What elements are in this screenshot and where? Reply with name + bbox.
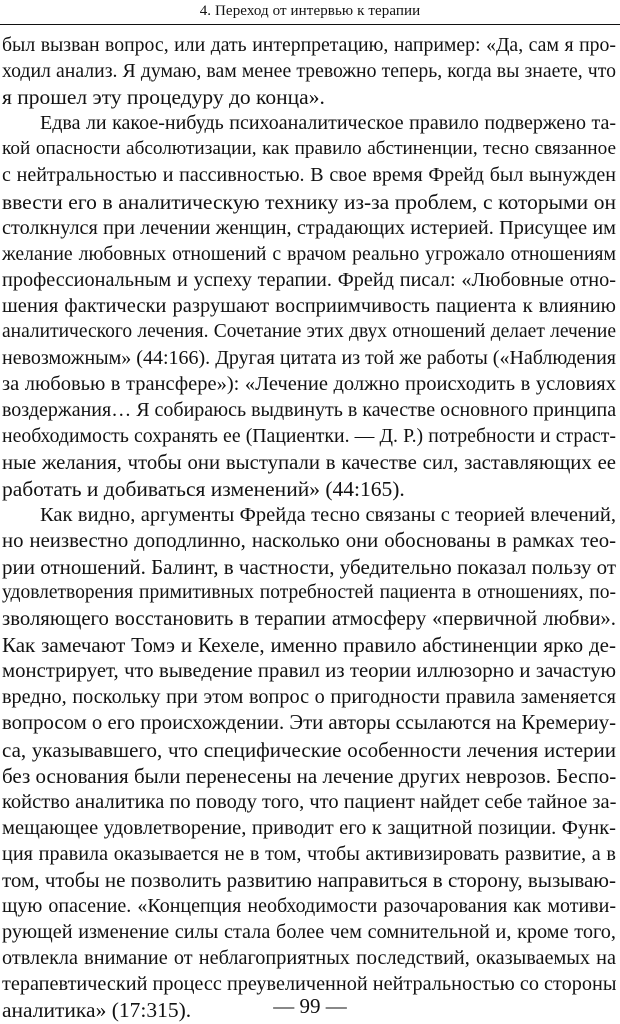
text-line: воздержания… Я собираюсь выдвинуть в качестве основного принципа xyxy=(2,399,617,422)
header-rule xyxy=(0,24,620,25)
text-line: ные желания, чтобы они выступали в качестве сил, заставляющих ее xyxy=(2,451,616,474)
text-line: я прошел эту процедуру до конца». xyxy=(2,85,325,110)
text-line: аналитика» (17:315). xyxy=(2,998,192,1023)
text-line: ция правила оказывается не в том, чтобы активизировать развитие, а в xyxy=(2,842,616,865)
text-line: желание любовных отношений с врачом реально угрожало отношениям xyxy=(2,242,616,265)
text-line: койство аналитика по поводу того, что пациент найдет себе тайное за- xyxy=(2,790,617,813)
text-line: Как замечают Томэ и Кехеле, именно правило абстиненции ярко де- xyxy=(2,633,616,658)
text-line: за любовью в трансфере»): «Лечение должно происходить в условиях xyxy=(2,373,616,396)
text-line: ходил анализ. Я думаю, вам менее тревожно теперь, когда вы знаете, что xyxy=(2,60,616,83)
text-line: вредно, поскольку при этом вопрос о пригодности правила заменяется xyxy=(2,686,616,709)
text-line: мещающее удовлетворение, приводит его к защитной позиции. Функ- xyxy=(2,816,616,839)
text-line: без основания были перенесены на лечение других неврозов. Беспо- xyxy=(2,763,617,788)
text-line: отвлекла внимание от неблагоприятных последствий, оказываемых на xyxy=(2,947,616,970)
text-line: но неизвестно доподлинно, насколько они обоснованы в рамках тео- xyxy=(2,529,616,552)
text-line: рии отношений. Балинт, в частности, убедительно показал пользу от xyxy=(2,554,616,579)
text-line: столкнулся при лечении женщин, страдающих истерией. Присущее им xyxy=(2,216,616,239)
text-line: удовлетворения примитивных потребностей пациента в отношениях, по- xyxy=(2,581,616,603)
text-line: шения фактически разрушают восприимчивость пациента к влиянию xyxy=(2,294,616,317)
paragraph xyxy=(2,32,616,110)
text-line: невозможным» (44:166). Другая цитата из той же работы («Наблюдения xyxy=(2,347,616,370)
text-line: щую опасение. «Концепция необходимости разочарования как мотиви- xyxy=(2,895,616,918)
text-line: монстрирует, что выведение правил из теории иллюзорно и зачастую xyxy=(2,660,616,683)
running-head: 4. Переход от интервью к терапии xyxy=(199,3,421,19)
text-line: Как видно, аргументы Фрейда тесно связаны с теорией влечений, xyxy=(40,503,616,526)
page-number: — 99 — xyxy=(273,994,347,1018)
text-line: Едва ли какое-нибудь психоаналитическое правило подвержено та- xyxy=(40,112,616,135)
text-line: кой опасности абсолютизации, как правило абстиненции, тесно связанное xyxy=(2,138,616,160)
text-line: ввести его в аналитическую технику из-за проблем, с которыми он xyxy=(2,189,616,214)
text-line: необходимость сохранять ее (Пациентки. — Д. Р.) потребности и страст- xyxy=(2,425,616,448)
text-line: работать и добиваться изменений» (44:165). xyxy=(2,476,405,501)
text-line: профессиональным и успеху терапии. Фрейд писал: «Любовные отно- xyxy=(2,268,616,291)
text-line: аналитического лечения. Сочетание этих двух отношений делает лечение xyxy=(2,321,616,343)
text-line: был вызван вопрос, или дать интерпретацию, например: «Да, сам я про- xyxy=(2,34,616,56)
text-line: вопросом о его происхождении. Эти авторы ссылаются на Кремериу- xyxy=(2,712,617,735)
text-line: том, чтобы не позволить развитию направиться в сторону, вызываю- xyxy=(2,868,616,892)
text-line: са, указывавшего, что специфические особенности лечения истерии xyxy=(2,737,616,762)
text-line: терапевтический процесс преувеличенной нейтральностью со стороны xyxy=(2,973,617,996)
paragraph xyxy=(2,502,616,1024)
text-line: зволяющего восстановить в терапии атмосферу «первичной любви». xyxy=(2,608,616,631)
paragraph xyxy=(2,110,616,501)
text-line: рующей изменение силы стала более чем сомнительной и, кроме того, xyxy=(2,921,616,944)
body-text xyxy=(2,32,616,1024)
text-line: с нейтральностью и пассивностью. В свое время Фрейд был вынужден xyxy=(2,164,616,187)
